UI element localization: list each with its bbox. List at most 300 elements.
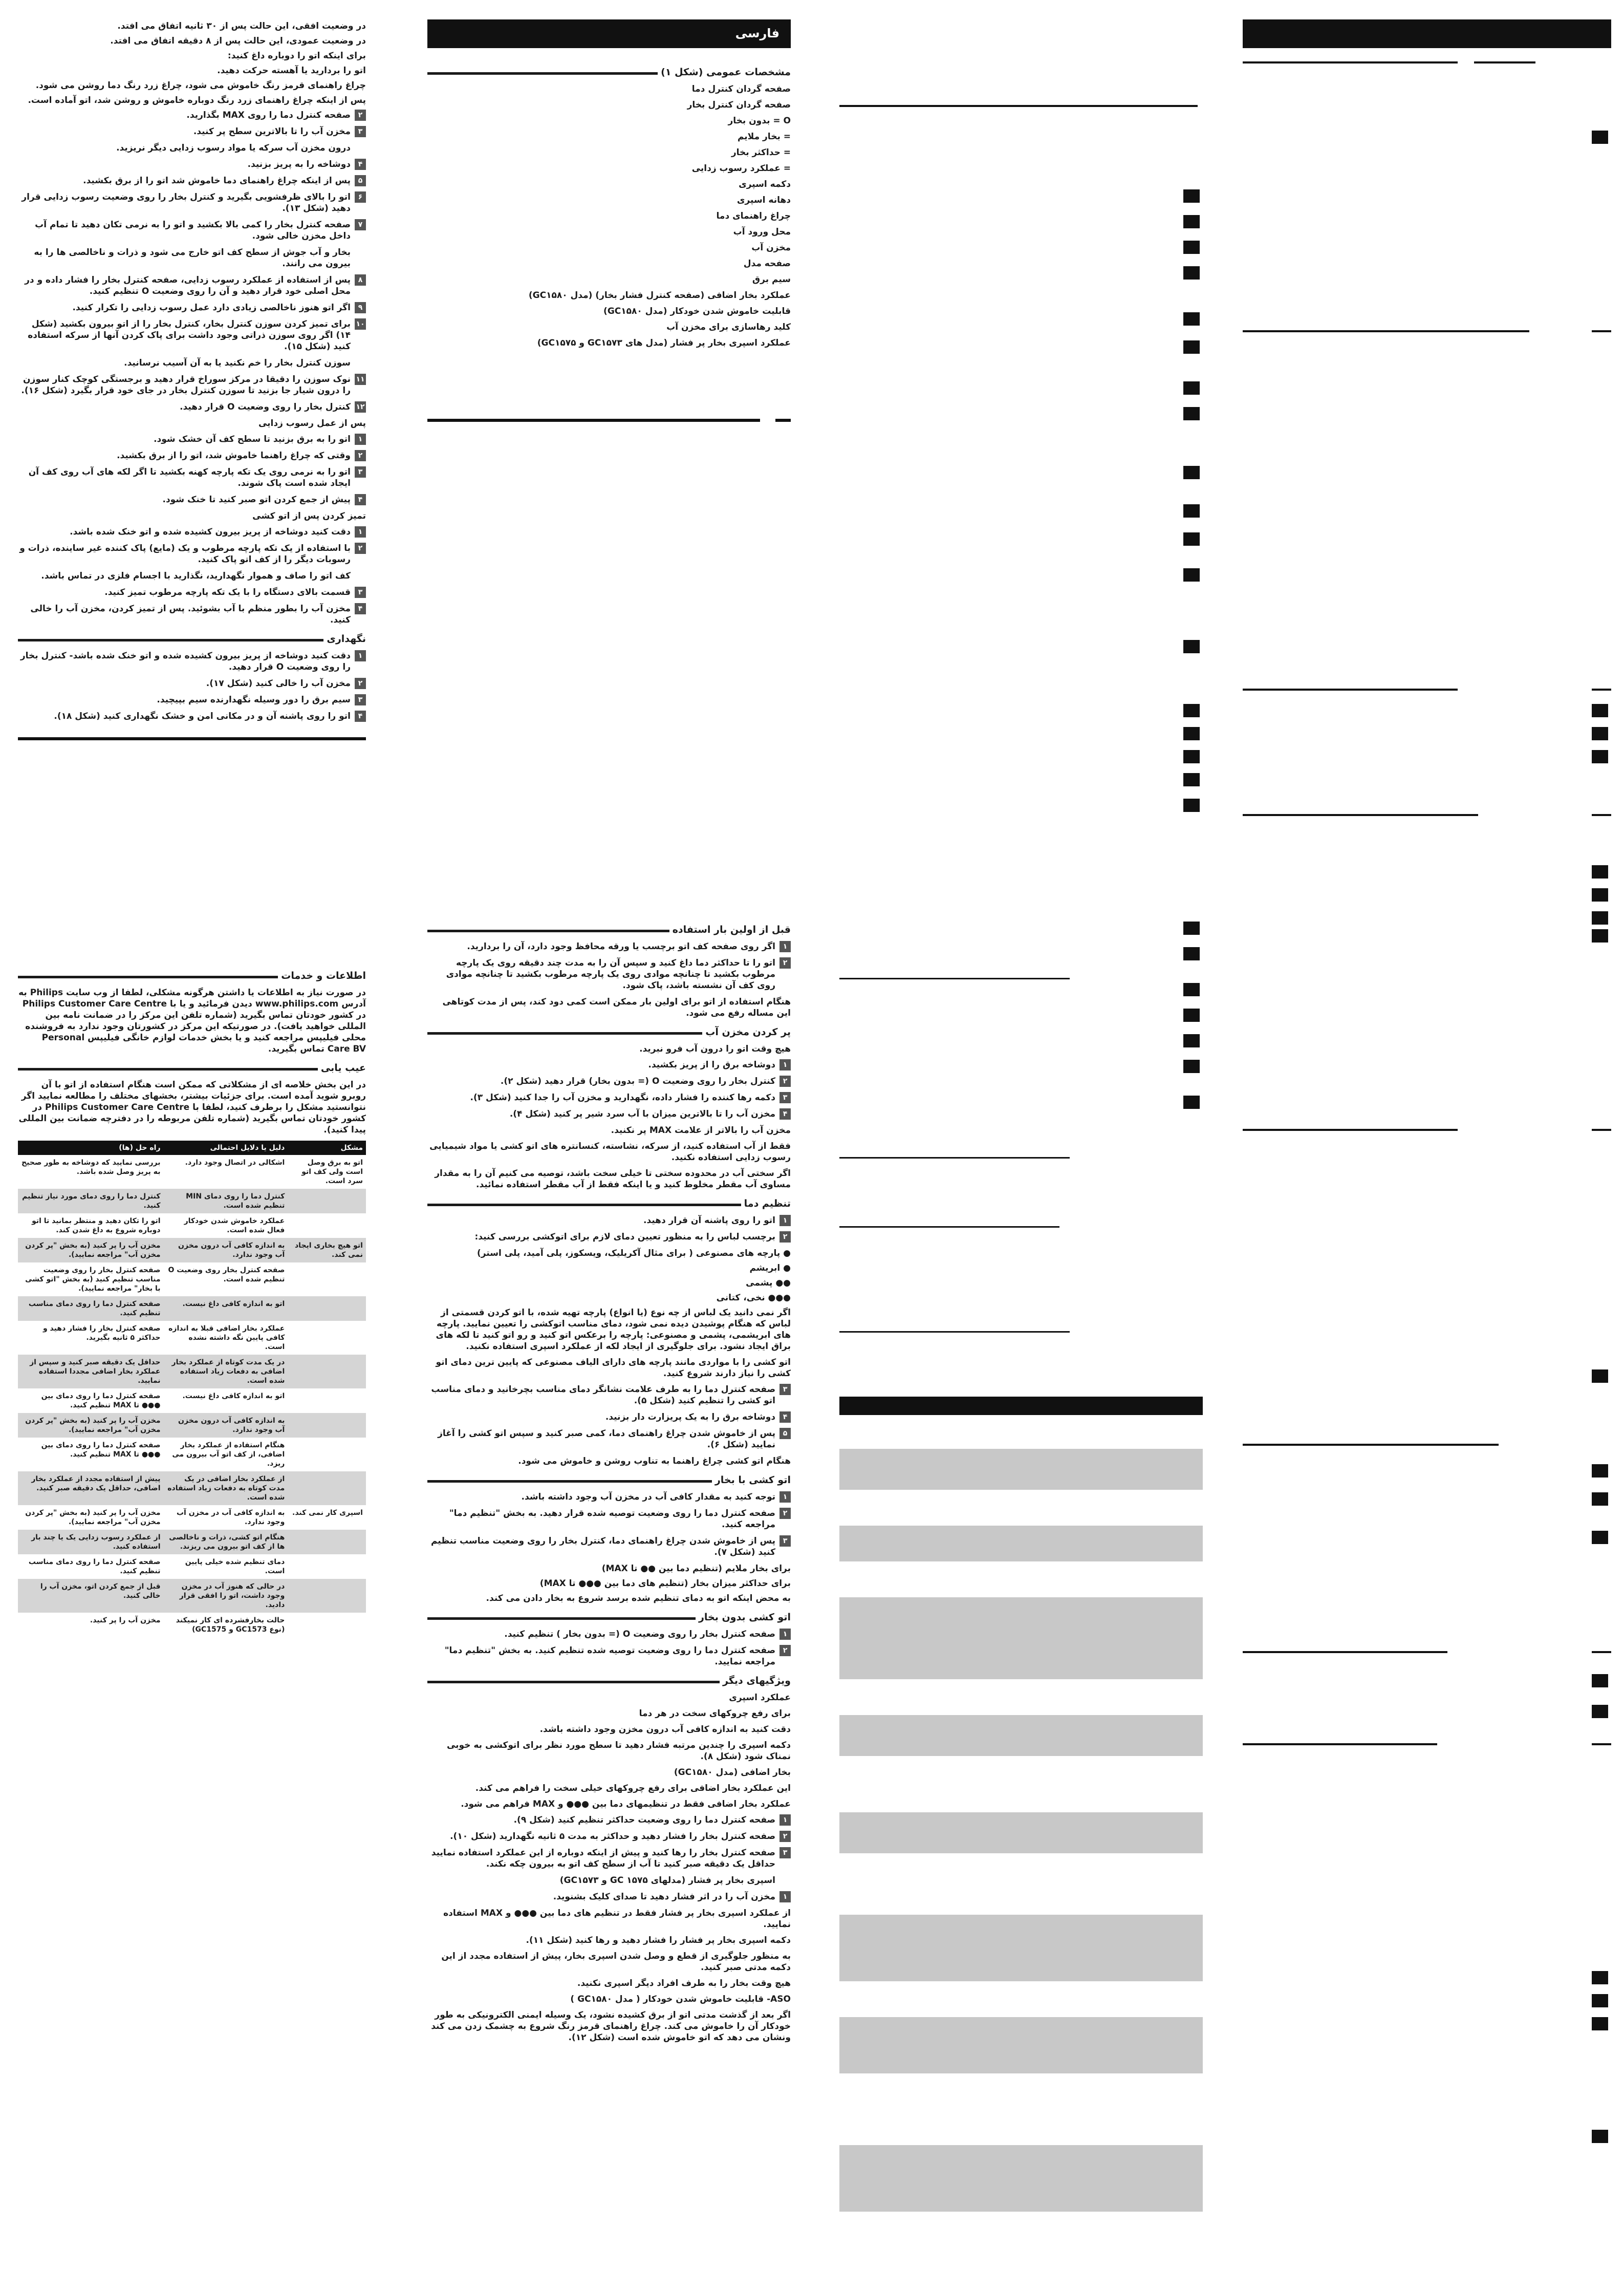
step-text: پیش از جمع کردن اتو صبر کنید تا خنک شود.: [162, 495, 351, 505]
step-text: مخزن آب را در اثر فشار دهید تا صدای کلیک بشنوید.: [553, 1892, 775, 1902]
divider: [1592, 1743, 1611, 1745]
step-number: ۹: [355, 302, 366, 313]
step-number: ۵: [779, 1428, 791, 1439]
text-line: محل ورود آب: [733, 227, 791, 237]
divider: [775, 419, 791, 422]
step-text: مخزن آب را خالی کنید (شکل ۱۷).: [206, 678, 351, 689]
table-row: [18, 1471, 366, 1505]
fill-heading: پر کردن مخزن آب: [427, 1026, 791, 1038]
storage-steps: [18, 650, 366, 722]
step-marker: [1592, 1971, 1608, 1984]
divider: [1243, 61, 1458, 63]
table-header: مشکل: [288, 1141, 366, 1155]
fill-notes: [427, 1125, 791, 1190]
step-text: مخزن آب را تا بالاترین سطح پر کنید.: [193, 126, 351, 137]
step: [18, 274, 366, 297]
text-line: مخزن آب: [751, 243, 791, 253]
step-number: ۲: [779, 1076, 791, 1087]
step-marker: [1183, 215, 1200, 228]
text-line: عملکرد اسپری بخار پر فشار (مدل های GC۱۵۷۳ و GC۱۵۷۵): [537, 338, 791, 348]
table-cell: [288, 1613, 366, 1637]
table-cell: مخزن آب را پر کنید.: [18, 1613, 164, 1637]
table-cell: کنترل دما را روی دمای MIN تنظیم شده است.: [164, 1189, 288, 1213]
no-steam-heading: اتو کشی بدون بخار: [427, 1611, 791, 1623]
table-header-row: [18, 1141, 366, 1155]
step: [427, 957, 791, 991]
table-row: [18, 1388, 366, 1413]
features-text: [427, 1908, 791, 2043]
step-text: دوشاخه برق را از پریز بکشید.: [648, 1060, 775, 1070]
text-line: صفحه گردان کنترل بخار: [687, 100, 791, 110]
step-text: دکمه رها کننده را فشار داده، نگهدارید و مخزن آب را جدا کنید (شکل ۳).: [470, 1093, 775, 1103]
table-cell: هنگام اتو کشی، ذرات و ناخالصی ها از کف اتو بیرون می ریزند.: [164, 1530, 288, 1554]
right-section-bar: [839, 1397, 1203, 1415]
parts-list: [427, 83, 791, 349]
step-marker: [1592, 2130, 1608, 2143]
table-cell: اسپری کار نمی کند.: [288, 1505, 366, 1530]
step: [427, 1629, 791, 1640]
text-line: دهانه اسپری: [737, 195, 791, 205]
step-marker: [1183, 241, 1200, 254]
step-text: صفحه کنترل دما را روی MAX بگذارید.: [186, 110, 351, 120]
temperature-steps: [427, 1215, 791, 1243]
table-cell: حداقل یک دقیقه صبر کنید و سپس از عملکرد بخار اضافی مجددا استفاده نمایید.: [18, 1355, 164, 1388]
table-cell: اشکالی در اتصال وجود دارد.: [164, 1155, 288, 1189]
section-subtitle: پس از عمل رسوب زدایی: [258, 418, 366, 429]
text-line: دکمه اسپری بخار پر فشار را فشار دهید و رها کنید (شکل ۱۱).: [526, 1935, 791, 1945]
table-cell: مخزن آب را پر کنید (به بخش "پر کردن مخزن آب" مراجعه نمایید).: [18, 1413, 164, 1438]
step-number: ۴: [355, 711, 366, 722]
divider: [839, 1331, 1070, 1333]
divider: [18, 737, 366, 740]
step: [18, 357, 366, 369]
step: [18, 526, 366, 538]
step: [427, 1875, 791, 1886]
text-line: چراغ راهنمای دما: [716, 211, 791, 221]
step-number: ۱: [779, 1215, 791, 1226]
table-cell: عملکرد بخار اضافی قبلا به اندازه کافی پایین نگه داشته نشده است.: [164, 1321, 288, 1355]
step-text: صفحه کنترل دما را به طرف علامت نشانگر دمای مناسب بچرخانید و دمای مناسب اتو کشی را تنظیم کنید (شکل ۵).: [431, 1384, 775, 1406]
text-line: دکمه اسپری: [739, 179, 791, 189]
table-cell: هنگام استفاده از عملکرد بخار اضافی، از کف اتو آب بیرون می ریزد.: [164, 1438, 288, 1471]
table-cell: صفحه کنترل بخار روی وضعیت O تنظیم شده است.: [164, 1262, 288, 1296]
table-cell: [288, 1189, 366, 1213]
service-heading: اطلاعات و خدمات: [18, 970, 366, 982]
language-header-bar: [427, 19, 791, 48]
step: [427, 1076, 791, 1087]
step: [18, 450, 366, 461]
text-line: بخار اضافی (مدل GC۱۵۸۰): [674, 1767, 791, 1778]
table-cell: [288, 1321, 366, 1355]
step-text: دوشاخه برق را به یک پریزارت دار بزنید.: [605, 1412, 775, 1422]
step-text: صفحه کنترل دما را روی وضعیت توصیه شده قرار دهید. به بخش "تنظیم دما" مراجعه کنید.: [449, 1508, 775, 1530]
table-cell: پیش از استفاده مجدد از عملکرد بخار اضافی، حداقل یک دقیقه صبر کنید.: [18, 1471, 164, 1505]
text-line: اگر سختی آب در محدوده سختی تا خیلی سخت باشد، توصیه می کنیم آن را به مقدار مساوی آب مقطر مخلوط کنید و یا اینکه فقط از آب مقطر استفاده نمائید.: [435, 1168, 791, 1190]
text-line: برای اینکه اتو را دوباره داغ کنید:: [227, 51, 366, 61]
temperature-heading: تنظیم دما: [427, 1197, 791, 1210]
after-descale-steps: [18, 434, 366, 505]
table-cell: صفحه کنترل دما را روی دمای مناسب تنظیم کنید.: [18, 1296, 164, 1321]
table-cell: اتو به اندازه کافی داغ نیست.: [164, 1388, 288, 1413]
text-line: در وضعیت افقی، این حالت پس از ۳۰ ثانیه اتفاق می افتد.: [117, 21, 366, 31]
service-text: در صورت نیاز به اطلاعات یا داشتن هرگونه مشکلی، لطفا از وب سایت Philips به آدرس www.philips.com دیدن فرمائید و یا با Philips Customer Care Centre در کشور خودتان تماس بگیرید (شماره تلفن این مرکز را در ضمانت نامه بین المللی خواهید یافت). در صورتیکه این مرکز در کشورتان وجود ندارد به فروشنده محلی فیلیپس مراجعه کنید و یا بخش خدمات لوازم خانگی فیلیپس Personal Care BV تماس بگیرید.: [18, 988, 366, 1054]
table-cell: صفحه کنترل دما را روی دمای بین ●●● تا MAX تنظیم کنید.: [18, 1438, 164, 1471]
first-use-heading: قبل از اولین بار استفاده: [427, 924, 791, 936]
fill-steps: [427, 1059, 791, 1120]
step: [18, 219, 366, 242]
step-text: اگر روی صفحه کف اتو برچسب یا ورقه محافظ وجود دارد، آن را بردارید.: [467, 941, 775, 952]
divider: [1592, 1129, 1611, 1131]
step: [427, 1411, 791, 1423]
features-text: [427, 1692, 791, 1810]
step: [18, 302, 366, 313]
text-line: سیم برق: [752, 274, 791, 285]
text-line: O = بدون بخار: [728, 116, 791, 126]
step-text: دقت کنید دوشاخه از پریز بیرون کشیده شده و اتو خنک شده باشد.: [70, 527, 351, 537]
text-line: صفحه مدل: [743, 259, 791, 269]
step-text: دقت کنید دوشاخه از پریز بیرون کشیده شده و اتو خنک شده باشد- کنترل بخار را روی وضعیت O قرار دهید.: [20, 651, 351, 672]
step-number: ۱۲: [355, 401, 366, 413]
step-text: برچسب لباس را به منظور تعیین دمای لازم برای اتوکشی بررسی کنید:: [474, 1232, 775, 1242]
text-line: صفحه گردان کنترل دما: [691, 84, 791, 94]
step-number: ۲: [355, 543, 366, 554]
step-marker: [1183, 727, 1200, 740]
step-text: اتو را بالای ظرفشویی بگیرید و کنترل بخار را روی وضعیت رسوب زدایی قرار دهید (شکل ۱۳).: [21, 192, 351, 213]
step-marker: [1592, 929, 1608, 943]
step-marker: [1183, 466, 1200, 479]
table-cell: اتو به برق وصل است ولی کف اتو سرد است.: [288, 1155, 366, 1189]
step: [427, 1059, 791, 1070]
step: [18, 587, 366, 598]
fabric-list: [427, 1248, 791, 1303]
step-text: برای تمیز کردن سوزن کنترل بخار، کنترل بخار را از اتو بیرون بکشید (شکل ۱۴) اگر روی سوزن ذراتی وجود داشت برای پاک کردن آنها از سرکه استفاده کنید (شکل ۱۵).: [28, 319, 351, 352]
step: [427, 1645, 791, 1667]
step-text: اتو را روی پاشنه آن قرار دهید.: [643, 1215, 775, 1226]
step-number: ۱: [355, 526, 366, 538]
table-row: [18, 1579, 366, 1613]
text-line: ● پارچه های مصنوعی ( برای مثال آکریلیک، ویسکوز، پلی آمید، پلی استر): [477, 1248, 791, 1258]
table-cell: از عملکرد بخار اضافی در یک مدت کوتاه به دفعات زیاد استفاده شده است.: [164, 1471, 288, 1505]
step-text: پس از خاموش شدن چراغ راهنمای دما، کنترل بخار را روی وضعیت مناسب تنظیم کنید (شکل ۷).: [430, 1536, 775, 1557]
step-number: ۱: [355, 650, 366, 661]
step-number: ۳: [355, 694, 366, 705]
step-marker: [1183, 922, 1200, 935]
step-number: ۳: [355, 587, 366, 598]
table-cell: اتو به اندازه کافی داغ نیست.: [164, 1296, 288, 1321]
step: [18, 247, 366, 269]
step-text: کف اتو را صاف و هموار نگهدارید، نگذارید با اجسام فلزی در تماس باشد.: [41, 571, 351, 581]
step-number: ۱: [779, 1814, 791, 1826]
table-cell: قبل از جمع کردن اتو، مخزن آب را خالی کنید.: [18, 1579, 164, 1613]
step-text: اگر اتو هنوز ناخالصی زیادی دارد عمل رسوب زدایی را تکرار کنید.: [72, 303, 351, 313]
step: [427, 1508, 791, 1530]
step-number: ۳: [355, 126, 366, 137]
step-number: ۴: [355, 603, 366, 614]
table-cell: اتو را تکان دهید و منتظر بمانید تا اتو دوباره شروع به داغ شدن کند.: [18, 1213, 164, 1238]
step-marker: [1592, 1705, 1608, 1718]
text-line: عملکرد بخار اضافی (صفحه کنترل فشار بخار) (مدل GC۱۵۸۰): [528, 290, 791, 301]
left-column-bottom: [18, 962, 366, 1637]
trouble-heading: عیب یابی: [18, 1062, 366, 1074]
text-line: برای رفع چروکهای سخت در هر دما: [639, 1708, 791, 1719]
divider: [1592, 330, 1611, 332]
step-text: بخار و آب جوش از سطح کف اتو خارج می شود و ذرات و ناخالصی ها را به بیرون می رانند.: [34, 247, 351, 269]
temperature-steps: [427, 1384, 791, 1450]
text-line: اگر نمی دانید یک لباس از چه نوع (یا انواع) پارچه تهیه شده، با اتو کردن قسمتی از لباس که هنگام پوشیدن دیده نمی شود، دمای مناسب اتوکشی را تعیین نمایید. پارچه های ابریشمی، پشمی و مصنوعی: پارچه را برعکس اتو کنید و رو اتو کنید تا لکه های براق ایجاد نشود. برای جلوگیری از ایجاد لکه از عملکرد اسپری استفاده نکنید.: [436, 1308, 791, 1352]
divider: [1592, 814, 1611, 816]
step-text: مخزن آب را بطور منظم با آب بشوئید. پس از تمیز کردن، مخزن آب را خالی کنید.: [30, 604, 351, 625]
step-marker: [1183, 1060, 1200, 1073]
step: [18, 711, 366, 722]
step-marker: [1183, 407, 1200, 420]
table-row: [18, 1155, 366, 1189]
note: به محض اینکه اتو به دمای تنظیم شده برسد شروع به بخار دادن می کند.: [486, 1593, 791, 1603]
table-row-shade: [839, 1597, 1203, 1679]
troubleshooting-table: [18, 1141, 366, 1637]
step-marker: [1592, 1994, 1608, 2007]
step-number: ۱: [779, 1491, 791, 1503]
step: [18, 650, 366, 673]
table-row-shade: [839, 1915, 1203, 1981]
step-number: ۴: [779, 1411, 791, 1423]
steam-heading: اتو کشی با بخار: [427, 1474, 791, 1486]
text-line: ●● پشمی: [746, 1278, 791, 1288]
text-line: فقط از آب استفاده کنید، از سرکه، نشاسته، کنسانتره های اتو کشی یا مواد شیمیایی رسوب زدایی استفاده نکنید.: [429, 1141, 791, 1163]
step-marker: [1183, 983, 1200, 996]
table-row: [18, 1355, 366, 1388]
table-row-shade: [839, 1715, 1203, 1756]
table-cell: [288, 1471, 366, 1505]
features-steps: [427, 1814, 791, 1902]
note: هنگام استفاده از اتو برای اولین بار ممکن است کمی دود کند، پس از مدت کوتاهی این مساله رفع می شود.: [442, 997, 791, 1018]
step: [18, 603, 366, 626]
step-text: قسمت بالای دستگاه را با یک تکه پارچه مرطوب تمیز کنید.: [104, 587, 351, 597]
table-row: [18, 1413, 366, 1438]
step-number: ۸: [355, 274, 366, 286]
step-marker: [1592, 2017, 1608, 2030]
step-marker: [1183, 947, 1200, 960]
note: هنگام اتو کشی چراغ راهنما به تناوب روشن و خاموش می شود.: [518, 1456, 791, 1466]
table-cell: در یک مدت کوتاه از عملکرد بخار اضافی به دفعات زیاد استفاده شده است.: [164, 1355, 288, 1388]
table-row-shade: [839, 1812, 1203, 1853]
step-text: نوک سوزن را دقیقا در مرکز سوراخ قرار دهید و برجستگی کوچک کنار سوزن را درون شیار جا بزنید تا سوزن کنترل بخار در جای خود قرار بگیرد (شکل ۱۶).: [21, 374, 351, 396]
divider: [839, 978, 1070, 979]
step: [427, 1814, 791, 1826]
step-number: ۲: [355, 678, 366, 689]
table-cell: صفحه کنترل دما را روی دمای مناسب تنظیم کنید.: [18, 1554, 164, 1579]
language-title: فارسی: [735, 26, 779, 40]
left-column-top: [18, 20, 366, 751]
step: [427, 1231, 791, 1243]
step-marker: [1183, 640, 1200, 653]
table-cell: صفحه کنترل بخار را روی وضعیت مناسب تنظیم کنید (به بخش "اتو کشی با بخار" مراجعه نمایید).: [18, 1262, 164, 1296]
section-subtitle: تمیز کردن پس از اتو کشی: [252, 511, 366, 521]
table-cell: از عملکرد رسوب زدایی یک یا چند بار استفاده کنید.: [18, 1530, 164, 1554]
no-steam-steps: [427, 1629, 791, 1667]
table-cell: [288, 1554, 366, 1579]
step-text: صفحه کنترل بخار را روی وضعیت O (= بدون بخار ) تنظیم کنید.: [504, 1629, 775, 1639]
text-line: = عملکرد رسوب زدایی: [691, 163, 791, 174]
step: [18, 678, 366, 689]
general-description: [427, 59, 791, 353]
step-number: ۴: [355, 159, 366, 170]
table-cell: بررسی نمایید که دوشاخه به طور صحیح به پریز وصل شده باشد.: [18, 1155, 164, 1189]
table-cell: به اندازه کافی آب درون مخزن آب وجود ندارد.: [164, 1413, 288, 1438]
table-cell: اتو هیچ بخاری ایجاد نمی کند.: [288, 1238, 366, 1262]
divider: [1592, 689, 1611, 691]
step: [427, 1491, 791, 1503]
step-marker: [1183, 381, 1200, 395]
step-text: پس از استفاده از عملکرد رسوب زدایی، صفحه کنترل بخار را فشار داده و در محل اصلی خود قرار دهید و آن را روی وضعیت O تنظیم کنید.: [25, 275, 351, 296]
table-cell: [288, 1438, 366, 1471]
step-marker: [1183, 1034, 1200, 1047]
step: [18, 570, 366, 582]
step-number: ۲: [355, 450, 366, 461]
step-number: ۲: [779, 1508, 791, 1519]
table-cell: [288, 1296, 366, 1321]
table-row: [18, 1321, 366, 1355]
step-text: کنترل بخار را روی وضعیت O قرار دهید.: [180, 402, 351, 412]
step-marker: [1183, 704, 1200, 717]
step: [427, 1535, 791, 1558]
step-number: ۳: [779, 1847, 791, 1858]
step-marker: [1592, 1492, 1608, 1506]
text-line: عملکرد بخار اضافی فقط در تنظیمهای دما بین ●●● و MAX فراهم می شود.: [461, 1799, 791, 1809]
storage-heading: نگهداری: [18, 633, 366, 645]
step: [18, 142, 366, 154]
divider: [1243, 1743, 1437, 1745]
step-marker: [1183, 773, 1200, 786]
text-line: عملکرد اسپری: [729, 1693, 791, 1703]
text-line: = بخار ملایم: [737, 132, 791, 142]
table-row: [18, 1262, 366, 1296]
step-number: ۱۰: [355, 318, 366, 330]
text-line: این عملکرد بخار اضافی برای رفع چروکهای خیلی سخت را فراهم می کند.: [475, 1783, 791, 1793]
table-cell: [288, 1579, 366, 1613]
table-cell: [288, 1213, 366, 1238]
step: [18, 434, 366, 445]
step-number: ۳: [779, 1535, 791, 1547]
step-number: ۱: [779, 1891, 791, 1902]
step-marker: [1183, 1096, 1200, 1109]
divider: [1243, 1444, 1499, 1446]
intro-bullets: [18, 20, 366, 106]
step-text: مخزن آب را تا بالاترین میزان با آب سرد شیر پر کنید (شکل ۴).: [509, 1109, 775, 1119]
step-text: صفحه کنترل بخار را کمی بالا بکشید و اتو را به نرمی تکان دهید تا تمام آب داخل مخزن خالی شود.: [35, 220, 351, 241]
text-line: اتو را بردارید یا آهسته حرکت دهید.: [217, 66, 366, 76]
table-row-shade: [839, 1526, 1203, 1561]
table-cell: مخزن آب را پر کنید (به بخش "پر کردن مخزن آب" مراجعه نمایید).: [18, 1505, 164, 1530]
step: [18, 694, 366, 705]
table-row-shade: [839, 2145, 1203, 2212]
table-row-shade: [839, 2017, 1203, 2073]
divider: [427, 419, 760, 422]
table-cell: صفحه کنترل دما را روی دمای بین ●●● تا MAX تنظیم کنید.: [18, 1388, 164, 1413]
first-use-steps: [427, 941, 791, 991]
table-row: [18, 1189, 366, 1213]
step: [427, 1428, 791, 1450]
step-number: ۲: [779, 1645, 791, 1656]
step-marker: [1592, 1464, 1608, 1478]
step-marker: [1592, 888, 1608, 902]
step-number: ۱: [779, 1629, 791, 1640]
step-number: ۲: [779, 1231, 791, 1243]
step-marker: [1592, 1674, 1608, 1687]
step: [18, 126, 366, 137]
temperature-notes: [427, 1307, 791, 1379]
text-line: اگر بعد از گذشت مدتی اتو از برق کشیده نشود، یک وسیله ایمنی الکترونیکی به طور خودکار آن را خاموش می کند. چراغ راهنمای قرمز رنگ شروع به چشمک زدن می کند ونشان می دهد که اتو خاموش شده است (شکل ۱۲).: [431, 2010, 791, 2043]
text-line: برای بخار ملایم (تنظیم دما بین ●● تا MAX): [601, 1564, 791, 1574]
step-text: اتو را به برق بزنید تا سطح کف آن خشک شود.: [154, 434, 351, 444]
table-cell: حالت بخارفشرده ای کار نمیکند (نوع GC1573 و GC1575): [164, 1613, 288, 1637]
step-number: ۱: [779, 1059, 791, 1070]
step-number: ۷: [355, 219, 366, 230]
step-marker: [1183, 504, 1200, 518]
step: [18, 175, 366, 186]
table-cell: [288, 1413, 366, 1438]
table-cell: عملکرد خاموش شدن خودکار فعال شده است.: [164, 1213, 288, 1238]
step-text: کنترل بخار را روی وضعیت O (= بدون بخار) قرار دهید (شکل ۲).: [500, 1076, 775, 1086]
divider: [1243, 689, 1458, 691]
step-text: دوشاخه را به پریز بزنید.: [247, 159, 351, 169]
step-text: سوزن کنترل بخار را خم نکنید یا به آن آسیب نرسانید.: [124, 358, 351, 368]
step-number: ۳: [779, 1384, 791, 1395]
step-marker: [1183, 1009, 1200, 1022]
step-marker: [1592, 911, 1608, 925]
step: [427, 1847, 791, 1870]
divider: [1592, 1651, 1611, 1653]
step: [18, 494, 366, 505]
divider: [839, 105, 1198, 107]
step-number: ۱۱: [355, 374, 366, 385]
general-heading: مشخصات عمومی (شکل ۱): [427, 66, 791, 78]
table-row: [18, 1505, 366, 1530]
text-line: برای حداکثر میزان بخار (تنظیم های دما بین ●●● تا MAX): [539, 1578, 791, 1589]
text-line: به منظور جلوگیری از قطع و وصل شدن اسپری بخار، پیش از استفاده مجدد از این دکمه مدتی صبر کنید.: [441, 1951, 791, 1973]
text-line: در وضعیت عمودی، این حالت پس از ۸ دقیقه اتفاق می افتد.: [110, 36, 366, 46]
step: [18, 374, 366, 396]
step-text: پس از خاموش شدن چراغ راهنمای دما، کمی صبر کنید و سپس اتو کشی را آغاز نمایید (شکل ۶).: [438, 1428, 775, 1450]
divider: [1243, 1651, 1447, 1653]
text-line: ● ابریشم: [749, 1263, 791, 1273]
text-line: چراغ راهنمای قرمز رنگ خاموش می شود، چراغ زرد رنگ دما روشن می شود.: [35, 80, 366, 91]
divider: [1243, 1129, 1458, 1131]
step-text: درون مخزن آب سرکه یا مواد رسوب زدایی دیگر نریزید.: [116, 143, 351, 153]
step-marker: [1183, 266, 1200, 280]
table-cell: دمای تنظیم شده خیلی پایین است.: [164, 1554, 288, 1579]
step-number: ۳: [355, 466, 366, 478]
step-text: سیم برق را دور وسیله نگهدارنده سیم بپیچید.: [157, 695, 351, 705]
divider: [839, 1226, 1059, 1228]
step-marker: [1183, 532, 1200, 546]
step-number: ۲: [779, 1831, 791, 1842]
table-row-shade: [839, 1449, 1203, 1490]
warning: هیچ وقت اتو را درون آب فرو نبرید.: [639, 1044, 791, 1054]
table-cell: [288, 1355, 366, 1388]
steam-options: [427, 1563, 791, 1589]
divider: [1474, 61, 1535, 63]
table-cell: کنترل دما را روی دمای مورد نیاز تنظیم کنید.: [18, 1189, 164, 1213]
step-number: ۶: [355, 191, 366, 203]
right-column-header-bar: [1243, 19, 1611, 48]
text-line: مخزن آب را بالاتر از علامت MAX پر نکنید.: [611, 1125, 791, 1136]
step: [427, 1891, 791, 1902]
step: [18, 159, 366, 170]
text-line: دکمه اسپری را چندین مرتبه فشار دهید تا سطح مورد نظر برای اتوکشی به خوبی نمناک شود (شکل ۸).: [446, 1740, 791, 1762]
table-row: [18, 1238, 366, 1262]
text-line: کلید رهاسازی برای مخزن آب: [666, 322, 791, 332]
table-cell: به اندازه کافی آب در مخزن آب وجود ندارد.: [164, 1505, 288, 1530]
